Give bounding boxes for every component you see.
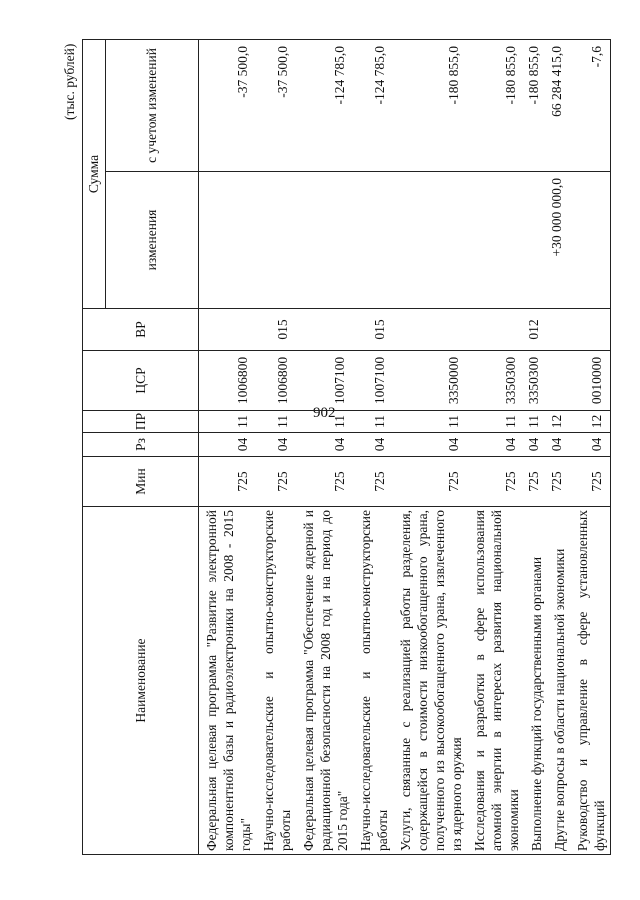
page-number: 902 xyxy=(313,405,336,421)
row-vr xyxy=(570,309,611,351)
row-rz: 04 xyxy=(524,433,547,457)
table-row xyxy=(353,39,393,854)
units-note: (тыс. рублей) xyxy=(62,43,77,120)
row-pr: 11 xyxy=(296,411,353,433)
header-pr: ПР xyxy=(83,411,199,433)
row-change xyxy=(524,172,547,309)
row-min: 725 xyxy=(467,457,524,507)
row-rz: 04 xyxy=(199,433,257,457)
row-change xyxy=(256,172,296,309)
row-with-change: -124 785,0 xyxy=(296,39,353,171)
row-csr: 1007100 xyxy=(296,351,353,411)
row-with-change: -180 855,0 xyxy=(393,39,467,171)
row-with-change: -124 785,0 xyxy=(353,39,393,171)
row-pr: 11 xyxy=(353,411,393,433)
table-row xyxy=(296,39,353,854)
row-vr xyxy=(467,309,524,351)
header-vr: ВР xyxy=(83,309,199,351)
row-pr: 12 xyxy=(547,411,570,433)
row-rz: 04 xyxy=(393,433,467,457)
table-row xyxy=(393,39,467,854)
header-with-change: с учетом изменений xyxy=(106,39,199,171)
row-vr xyxy=(547,309,570,351)
row-min: 725 xyxy=(296,457,353,507)
table-row xyxy=(199,39,257,854)
header-csr: ЦСР xyxy=(83,351,199,411)
row-change xyxy=(353,172,393,309)
row-rz: 04 xyxy=(296,433,353,457)
row-pr: 11 xyxy=(467,411,524,433)
row-csr: 1007100 xyxy=(353,351,393,411)
row-with-change: -37 500,0 xyxy=(256,39,296,171)
row-csr: 3350300 xyxy=(524,351,547,411)
row-with-change: -37 500,0 xyxy=(199,39,257,171)
table-row xyxy=(524,39,547,854)
row-name: Научно-исследовательские и опытно-конструкторские работы xyxy=(353,507,393,855)
table-row xyxy=(547,39,570,854)
row-vr xyxy=(296,309,353,351)
row-rz: 04 xyxy=(570,433,611,457)
table-row xyxy=(467,39,524,854)
row-pr: 11 xyxy=(256,411,296,433)
row-pr: 11 xyxy=(524,411,547,433)
row-rz: 04 xyxy=(467,433,524,457)
row-min: 725 xyxy=(256,457,296,507)
row-csr: 1006800 xyxy=(199,351,257,411)
row-rz: 04 xyxy=(256,433,296,457)
row-with-change: -180 855,0 xyxy=(467,39,524,171)
row-name: Услуги, связанные с реализацией работы разделения, содержащейся в стоимости низкообогащенного урана, полученного из высокообогащенного урана, извлеченного из ядерного оружия xyxy=(393,507,467,855)
table-row xyxy=(256,39,296,854)
row-rz: 04 xyxy=(353,433,393,457)
row-min: 725 xyxy=(199,457,257,507)
row-with-change: 66 284 415,0 xyxy=(547,39,570,171)
row-csr: 0010000 xyxy=(570,351,611,411)
row-change: +30 000 000,0 xyxy=(547,172,570,309)
row-name: Выполнение функций государственными органами xyxy=(524,507,547,855)
row-min: 725 xyxy=(547,457,570,507)
table-header xyxy=(83,39,199,854)
row-change xyxy=(199,172,257,309)
row-name: Другие вопросы в области национальной экономики xyxy=(547,507,570,855)
row-with-change: -7,6 xyxy=(570,39,611,171)
row-name: Руководство и управление в сфере установленных функций xyxy=(570,507,611,855)
row-min: 725 xyxy=(393,457,467,507)
row-vr: 015 xyxy=(353,309,393,351)
header-change: изменения xyxy=(106,172,199,309)
row-min: 725 xyxy=(353,457,393,507)
row-csr xyxy=(547,351,570,411)
budget-table xyxy=(82,39,611,855)
row-with-change: -180 855,0 xyxy=(524,39,547,171)
row-change xyxy=(467,172,524,309)
row-name: Федеральная целевая программа "Обеспечение ядерной и радиационной безопасности на 2008 год и на период до 2015 года" xyxy=(296,507,353,855)
header-sum: Сумма xyxy=(83,39,106,308)
row-csr: 3350000 xyxy=(393,351,467,411)
row-vr: 015 xyxy=(256,309,296,351)
row-min: 725 xyxy=(570,457,611,507)
row-vr xyxy=(393,309,467,351)
header-rz: Рз xyxy=(83,433,199,457)
row-csr: 3350300 xyxy=(467,351,524,411)
row-change xyxy=(393,172,467,309)
table-row xyxy=(570,39,611,854)
row-vr xyxy=(199,309,257,351)
row-name: Научно-исследовательские и опытно-конструкторские работы xyxy=(256,507,296,855)
row-csr: 1006800 xyxy=(256,351,296,411)
row-vr: 012 xyxy=(524,309,547,351)
row-pr: 11 xyxy=(199,411,257,433)
row-pr: 11 xyxy=(393,411,467,433)
row-min: 725 xyxy=(524,457,547,507)
table-body xyxy=(199,39,611,854)
row-pr: 12 xyxy=(570,411,611,433)
header-min: Мин xyxy=(83,457,199,507)
row-name: Исследования и разработки в сфере использования атомной энергии в интересах развития национальной экономики xyxy=(467,507,524,855)
row-change xyxy=(296,172,353,309)
row-name: Федеральная целевая программа "Развитие электронной компонентной базы и радиоэлектроники на 2008 - 2015 годы" xyxy=(199,507,257,855)
row-rz: 04 xyxy=(547,433,570,457)
row-change xyxy=(570,172,611,309)
header-name: Наименование xyxy=(83,507,199,855)
